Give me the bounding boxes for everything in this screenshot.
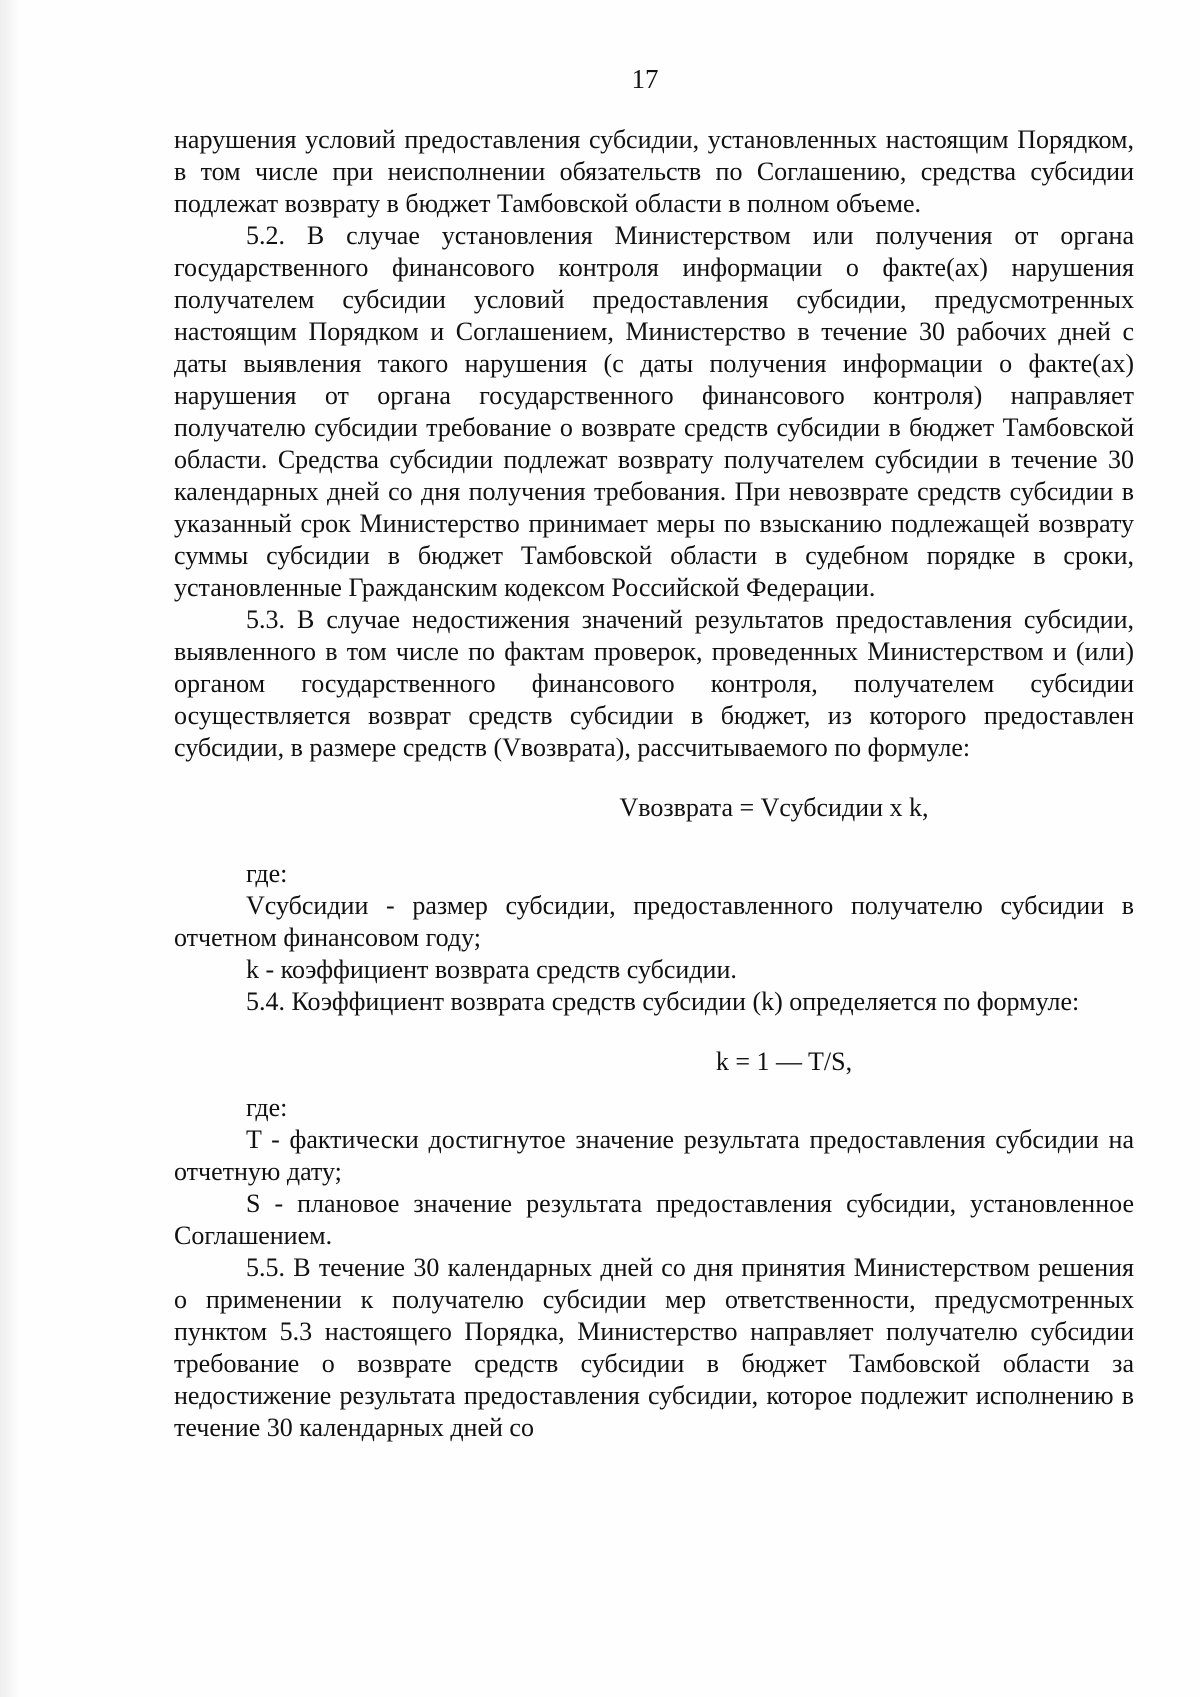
- paragraph-5-4: 5.4. Коэффициент возврата средств субсидии (k) определяется по формуле:: [246, 987, 1080, 1016]
- definition-s: S - плановое значение результата предоставления субсидии, установленное Соглашением.: [174, 1189, 1134, 1250]
- paragraph-5-3: 5.3. В случае недостижения значений результатов предоставления субсидии, выявленного в том числе по фактам проверок, проведенных Министерством и (или) органом государственного финансового контроля, получателем субсидии осуществляется возврат средств субсидии в бюджет, из которого предоставлен субсидии, в размере средств (Vвозврата), рассчитываемого по формуле:: [174, 605, 1134, 762]
- paragraph-continuation: нарушения условий предоставления субсидии, установленных настоящим Порядком, в том числе при неисполнении обязательств по Соглашению, средства субсидии подлежат возврату в бюджет Тамбовской области в полном объеме.: [174, 125, 1134, 218]
- where-label-2: где:: [246, 1093, 288, 1122]
- page-number: 17: [631, 64, 659, 94]
- paragraph-5-2: 5.2. В случае установления Министерством или получения от органа государственного финансового контроля информации о факте(ах) нарушения получателем субсидии условий предоставления субсидии, предусмотренных настоящим Порядком и Соглашением, Министерство в течение 30 рабочих дней с даты выявления такого нарушения (с даты получения информации о факте(ах) нарушения от органа государственного финансового контроля) направляет получателю субсидии требование о возврате средств субсидии в бюджет Тамбовской области. Средства субсидии подлежат возврату получателем субсидии в течение 30 календарных дней со дня получения требования. При невозврате средств субсидии в указанный срок Министерство принимает меры по взысканию подлежащей возврату суммы субсидии в бюджет Тамбовской области в судебном порядке в сроки, установленные Гражданским кодексом Российской Федерации.: [174, 221, 1134, 602]
- scan-edge: [0, 0, 22, 1697]
- definition-k: k - коэффициент возврата средств субсидии.: [246, 955, 737, 984]
- definition-v-subsidy: Vсубсидии - размер субсидии, предоставленного получателю субсидии в отчетном финансовом году;: [174, 891, 1134, 952]
- formula-k: k = 1 — T/S,: [715, 1047, 853, 1076]
- formula-v-return: Vвозврата = Vсубсидии x k,: [619, 793, 929, 822]
- where-label-1: где:: [246, 859, 288, 888]
- paragraph-5-5: 5.5. В течение 30 календарных дней со дня принятия Министерством решения о применении к получателю субсидии мер ответственности, предусмотренных пунктом 5.3 настоящего Порядка, Министерство направляет получателю субсидии требование о возврате средств субсидии в бюджет Тамбовской области за недостижение результата предоставления субсидии, которое подлежит исполнению в течение 30 календарных дней со: [174, 1253, 1134, 1442]
- document-body: [174, 124, 1134, 1444]
- definition-t: T - фактически достигнутое значение результата предоставления субсидии на отчетную дату;: [174, 1125, 1134, 1186]
